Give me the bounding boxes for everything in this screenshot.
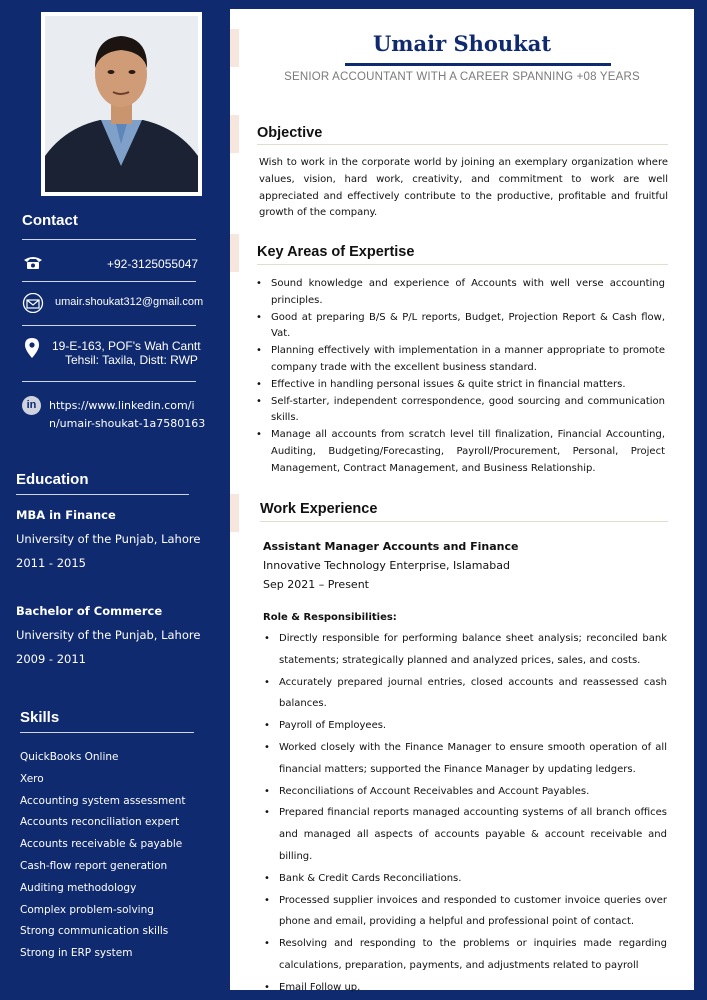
experience-heading: Work Experience [260, 501, 378, 517]
skills-heading: Skills [20, 709, 60, 726]
skill-item: QuickBooks Online [20, 751, 119, 763]
responsibility-item: • Directly responsible for performing balance sheet analysis; reconciled bank statements; strategically planned and analyzed prices, sales, and costs. [279, 628, 667, 672]
section-divider [260, 521, 668, 522]
responsibility-item: • Bank & Credit Cards Reconciliations. [279, 868, 667, 890]
candidate-name: Umair Shoukat [372, 31, 552, 56]
contact-address [52, 339, 228, 367]
profile-photo [41, 12, 202, 196]
contact-heading: Contact [22, 212, 78, 229]
edu-years-1: 2011 - 2015 [16, 556, 86, 570]
expertise-item: • Good at preparing B/S & P/L reports, Budget, Projection Report & Cash flow, Vat. [271, 310, 665, 344]
expertise-item: • Self-starter, independent correspondence, good sourcing and communication skills. [271, 394, 665, 428]
objective-text: Wish to work in the corporate world by joining an exemplary organization where values, vision, hard work, creativity, and commitment to work are well appreciated and effectively contribute to the productive, profitable and fruitful growth of the company. [259, 157, 668, 219]
experience-role: Assistant Manager Accounts and Finance [263, 540, 519, 553]
section-divider [257, 264, 668, 265]
edu-degree-2: Bachelor of Commerce [16, 604, 163, 618]
location-pin-icon [25, 338, 45, 358]
responsibility-item: • Processed supplier invoices and responded to customer invoice queries over phone and email, providing a helpful and professional point of contact. [279, 890, 667, 934]
expertise-item: • Manage all accounts from scratch level till finalization, Financial Accounting, Auditing, Budgeting/Forecasting, Payroll/Procurement, Personal, Project Management, Contract Management, and Business Relationship. [271, 427, 665, 477]
experience-dates: Sep 2021 – Present [263, 578, 369, 591]
divider [22, 325, 196, 326]
phone-icon [23, 254, 43, 274]
expertise-item: • Planning effectively with implementation in a manner appropriate to promote company trade with the excellent business standard. [271, 343, 665, 377]
address-line-1: 19-E-163, POF's Wah Cantt [52, 339, 201, 353]
linkedin-icon: in [22, 396, 41, 415]
responsibility-item: • Prepared financial reports managed accounting systems of all branch offices and managed all aspects of accounts payable & account receivable and billing. [279, 802, 667, 867]
linkedin-line-2[interactable]: n/umair-shoukat-1a7580163 [49, 417, 206, 430]
divider [22, 281, 196, 282]
contact-phone[interactable]: +92-3125055047 [107, 257, 199, 271]
edu-degree-1: MBA in Finance [16, 508, 116, 522]
skills-list [20, 749, 186, 967]
responsibility-item: • Accurately prepared journal entries, closed accounts and reassessed cash balances. [279, 672, 667, 716]
linkedin-line-1[interactable]: https://www.linkedin.com/i [49, 399, 195, 412]
edu-school-1: University of the Punjab, Lahore [16, 532, 201, 546]
section-tab [230, 234, 239, 272]
responsibility-item: • Email Follow up. [279, 977, 667, 999]
divider [22, 381, 196, 382]
skill-item: Strong in ERP system [20, 947, 133, 960]
expertise-item: • Effective in handling personal issues & quite strict in financial matters. [271, 377, 665, 394]
skill-item: Complex problem-solving [20, 903, 154, 916]
edu-years-2: 2009 - 2011 [16, 652, 86, 666]
experience-company: Innovative Technology Enterprise, Islamabad [263, 559, 510, 572]
objective-heading: Objective [257, 125, 323, 141]
section-divider [257, 144, 668, 145]
responsibility-item: • Payroll of Employees. [279, 715, 667, 737]
expertise-item: • Sound knowledge and experience of Accounts with well verse accounting principles. [271, 276, 665, 310]
responsibility-item: • Worked closely with the Finance Manager to ensure smooth operation of all financial matters; supported the Finance Manager by updating ledgers. [279, 737, 667, 781]
contact-email[interactable]: umair.shoukat312@gmail.com [55, 296, 204, 308]
skill-item: Strong communication skills [20, 925, 169, 938]
contact-linkedin[interactable] [49, 397, 205, 433]
skill-item: Xero [20, 772, 44, 785]
address-line-2: Tehsil: Taxila, Distt: RWP [65, 353, 198, 367]
skill-item: Accounting system assessment [20, 794, 186, 807]
main-content [230, 9, 694, 993]
edu-school-2: University of the Punjab, Lahore [16, 628, 201, 642]
responsibility-item: • Resolving and responding to the problems or inquiries made regarding calculations, preparation, payments, and adjustments related to payroll [279, 933, 667, 977]
email-icon [22, 293, 42, 313]
divider [22, 239, 196, 240]
skill-item: Accounts receivable & payable [20, 838, 183, 851]
expertise-heading: Key Areas of Expertise [257, 244, 415, 260]
expertise-list [271, 276, 665, 478]
responsibility-item: • Reconciliations of Account Receivables and Account Payables. [279, 781, 667, 803]
education-heading: Education [16, 471, 89, 488]
section-tab [230, 115, 239, 153]
divider [20, 732, 194, 733]
candidate-title: SENIOR ACCOUNTANT WITH A CAREER SPANNING +08 YEARS [284, 71, 640, 83]
responsibilities-heading: Role & Responsibilities: [263, 612, 397, 623]
name-underline [345, 63, 611, 66]
skill-item: Cash-flow report generation [20, 859, 168, 872]
skill-item: Accounts reconciliation expert [20, 816, 180, 829]
divider [16, 494, 189, 495]
skill-item: Auditing methodology [20, 881, 137, 894]
sidebar [0, 0, 230, 1000]
responsibilities-list [279, 628, 667, 999]
section-tab [230, 494, 239, 532]
